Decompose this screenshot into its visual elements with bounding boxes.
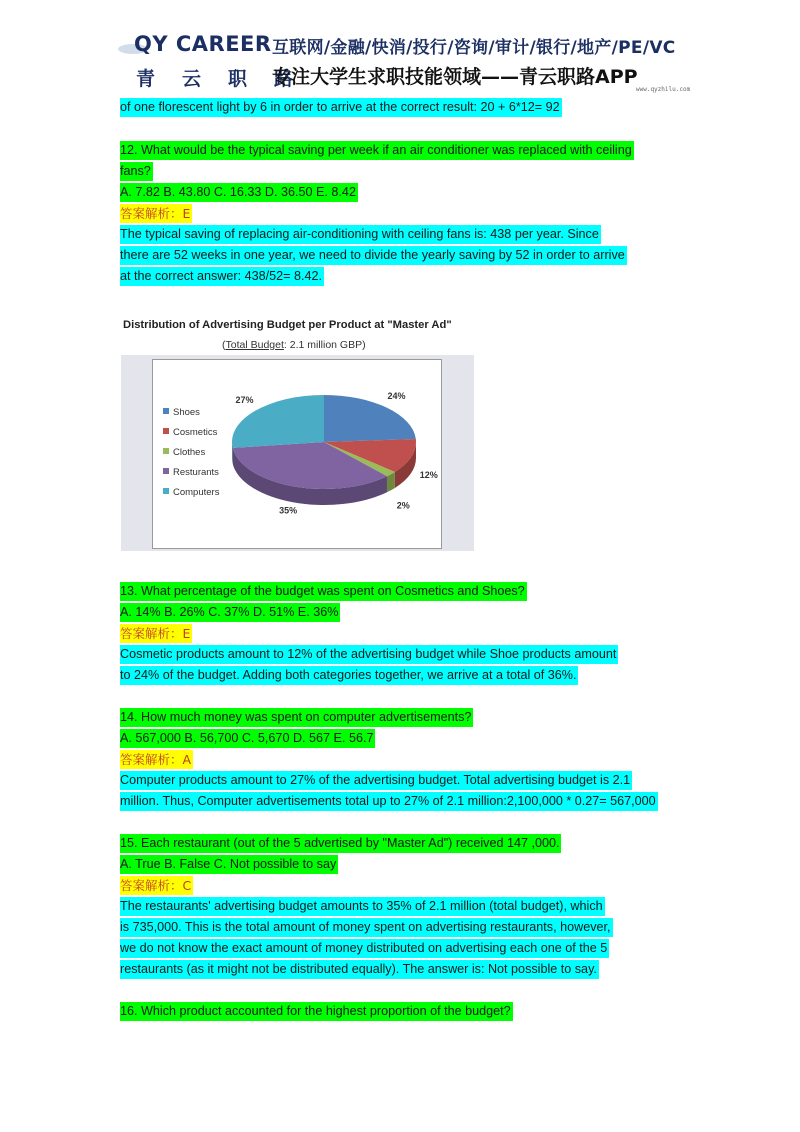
header-watermark: www.qyzhilu.com bbox=[636, 86, 691, 93]
pie-svg bbox=[153, 360, 441, 548]
legend-label-resturants: Resturants bbox=[173, 467, 219, 478]
pie-value-label-resturants: 35% bbox=[279, 505, 298, 516]
legend-swatch-computers bbox=[163, 488, 169, 494]
chart-title: Distribution of Advertising Budget per Product at "Master Ad" bbox=[123, 319, 452, 331]
question-13: 13. What percentage of the budget was spent on Cosmetics and Shoes? bbox=[120, 582, 527, 601]
question-15-explanation-3: we do not know the exact amount of money distributed on advertising each one of the 5 bbox=[120, 939, 609, 958]
pie-slice-shoes bbox=[324, 395, 416, 442]
question-15-explanation-1: The restaurants' advertising budget amounts to 35% of 2.1 million (total budget), which bbox=[120, 897, 605, 916]
question-13-explanation-1: Cosmetic products amount to 12% of the advertising budget while Shoe products amount bbox=[120, 645, 618, 664]
pie-value-label-clothes: 2% bbox=[396, 500, 410, 511]
question-14: 14. How much money was spent on computer advertisements? bbox=[120, 708, 473, 727]
question-13-answer: 答案解析：E bbox=[120, 626, 191, 641]
chart-frame bbox=[121, 355, 474, 551]
pie-value-label-shoes: 24% bbox=[387, 390, 406, 401]
budget-pie-chart bbox=[121, 313, 474, 551]
header-tagline-industries: 互联网/金融/快消/投行/咨询/审计/银行/地产/PE/VC bbox=[272, 38, 676, 58]
question-16: 16. Which product accounted for the highest proportion of the budget? bbox=[120, 1002, 513, 1021]
legend-swatch-resturants bbox=[163, 468, 169, 474]
question-12-line1: 12. What would be the typical saving per week if an air conditioner was replaced with ceiling bbox=[120, 141, 634, 160]
logo: QY CAREER bbox=[134, 32, 272, 56]
chart-subtitle: (Total Budget: 2.1 million GBP) bbox=[222, 339, 366, 351]
explanation-line: of one florescent light by 6 in order to arrive at the correct result: 20 + 6*12= 92 bbox=[120, 98, 562, 117]
question-12-explanation-2: there are 52 weeks in one year, we need to divide the yearly saving by 52 in order to arrive bbox=[120, 246, 627, 265]
question-12-line2: fans? bbox=[120, 162, 153, 181]
question-15-answer: 答案解析：C bbox=[120, 878, 192, 893]
question-15-options: A. True B. False C. Not possible to say bbox=[120, 855, 338, 874]
question-15-explanation-4: restaurants (as it might not be distributed equally). The answer is: Not possible to say. bbox=[120, 960, 599, 979]
legend-swatch-clothes bbox=[163, 448, 169, 454]
legend-swatch-shoes bbox=[163, 408, 169, 414]
question-14-explanation-1: Computer products amount to 27% of the advertising budget. Total advertising budget is 2.1 bbox=[120, 771, 632, 790]
legend-label-clothes: Clothes bbox=[173, 447, 206, 458]
question-15: 15. Each restaurant (out of the 5 advertised by "Master Ad") received 147 ,000. bbox=[120, 834, 561, 853]
question-14-options: A. 567,000 B. 56,700 C. 5,670 D. 567 E. 56.7 bbox=[120, 729, 375, 748]
pie-value-label-computers: 27% bbox=[235, 394, 254, 405]
pie-value-label-cosmetics: 12% bbox=[419, 470, 438, 481]
question-12-answer: 答案解析：E bbox=[120, 206, 191, 221]
question-12-options: A. 7.82 B. 43.80 C. 16.33 D. 36.50 E. 8.42 bbox=[120, 183, 358, 202]
question-13-explanation-2: to 24% of the budget. Adding both categories together, we arrive at a total of 36%. bbox=[120, 666, 578, 685]
legend-swatch-cosmetics bbox=[163, 428, 169, 434]
logo-subtitle: 青云职路 bbox=[136, 68, 321, 90]
legend-label-computers: Computers bbox=[173, 487, 220, 498]
header-tagline-app: 专注大学生求职技能领域——青云职路APP bbox=[272, 66, 638, 88]
question-12-explanation-1: The typical saving of replacing air-conditioning with ceiling fans is: 438 per year. Since bbox=[120, 225, 601, 244]
question-14-explanation-2: million. Thus, Computer advertisements total up to 27% of 2.1 million:2,100,000 * 0.27= 567,000 bbox=[120, 792, 658, 811]
question-15-explanation-2: is 735,000. This is the total amount of money spent on advertising restaurants, however, bbox=[120, 918, 613, 937]
page-header bbox=[0, 0, 800, 100]
question-12-explanation-3: at the correct answer: 438/52= 8.42. bbox=[120, 267, 324, 286]
legend-label-shoes: Shoes bbox=[173, 407, 200, 418]
chart-plot-area bbox=[152, 359, 442, 549]
question-13-options: A. 14% B. 26% C. 37% D. 51% E. 36% bbox=[120, 603, 340, 622]
legend-label-cosmetics: Cosmetics bbox=[173, 427, 218, 438]
question-14-answer: 答案解析：A bbox=[120, 752, 192, 767]
